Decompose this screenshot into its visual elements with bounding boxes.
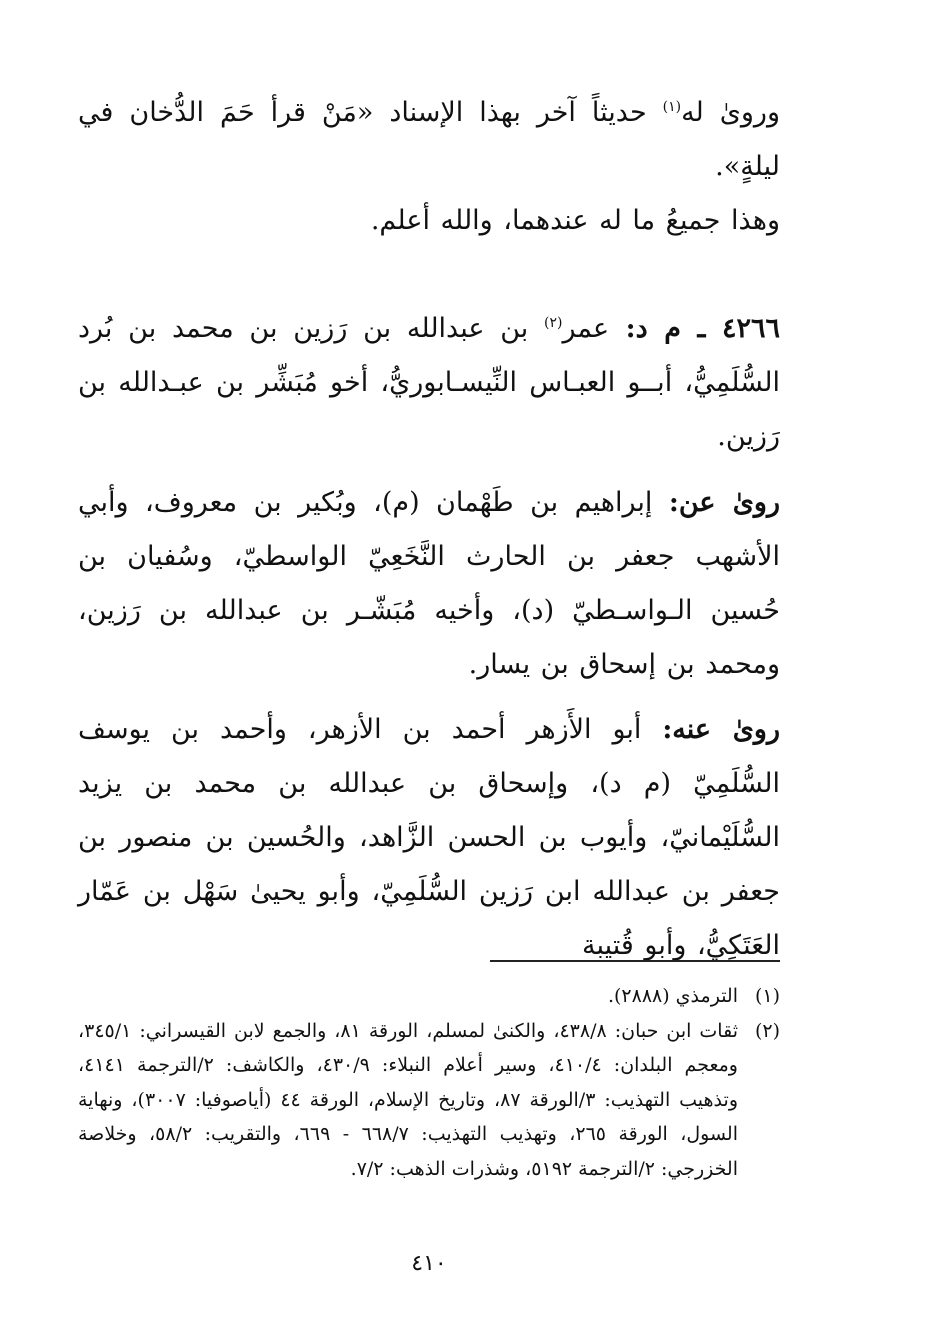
narrated-by-label: روىٰ عنه: <box>662 714 780 745</box>
entry-number: ٤٢٦٦ ـ م د: <box>609 313 780 344</box>
entry-heading <box>78 302 780 464</box>
footnote-number: (١) <box>754 985 780 1007</box>
paragraph-hadith <box>78 86 780 194</box>
footnote-ref-1[interactable]: (١) <box>662 99 682 115</box>
document-page <box>78 0 780 1344</box>
footnote-text: الترمذي (٢٨٨٨). <box>607 985 738 1007</box>
footnote-divider <box>490 960 780 962</box>
footnote-ref-2[interactable]: (٢) <box>544 315 563 331</box>
paragraph-closing <box>78 194 780 248</box>
paragraph-narrated-from <box>78 476 780 692</box>
paragraph-narrated-by <box>78 703 780 973</box>
footnotes-section <box>78 979 780 1186</box>
narrated-from-text: إبراهيم بن طَهْمان (م)، وبُكير بن معروف، وأبي الأشهب جعفر بن الحارث النَّخَعِيّ الواسطيّ، وسُفيان بن حُسين الـواسـطيّ (د)، وأخيه مُبَشّـر بن عبدالله بن رَزين، ومحمد بن إسحاق بن يسار. <box>78 487 780 680</box>
entry-name-continued: بن عبدالله بن رَزين بن محمد بن بُرد السُّلَمِيُّ، أبــو العبـاس النِّيسـابوريُّ، أخو مُبَشِّر بن عبـدالله بن رَزين. <box>78 313 780 452</box>
page-number: ٤١٠ <box>411 1251 447 1276</box>
entry-name: عمر <box>562 313 610 344</box>
narrated-by-text: أبو الأَزهر أحمد بن الأزهر، وأحمد بن يوسف السُّلَمِيّ (م د)، وإسحاق بن عبدالله بن محمد بن يزيد السُّلَيْمانيّ، وأيوب بن الحسن الزَّاهد، والحُسين بن منصور بن جعفر بن عبدالله ابن رَزين السُّلَمِيّ، وأبو يحيىٰ سَهْل بن عَمّار العَتَكِيُّ، وأبو قُتيبة <box>78 714 780 961</box>
footnote-text: ثقات ابن حبان: ٤٣٨/٨، والكنىٰ لمسلم، الورقة ٨١، والجمع لابن القيسراني: ٣٤٥/١، ومعجم البلدان: ٤١٠/٤، وسير أعلام النبلاء: ٤٣٠/٩، والكاشف: ٢/الترجمة ٤١٤١، وتذهيب التهذيب: ٣/الورقة ٨٧، وتاريخ الإسلام، الورقة ٤٤ (أياصوفيا: ٣٠٠٧)، ونهاية السول، الورقة ٢٦٥، وتهذيب التهذيب: ٦٦٨/٧ - ٦٦٩، والتقريب: ٥٨/٢، وخلاصة الخزرجي: ٢/الترجمة ٥١٩٢، وشذرات الذهب: ٧/٢. <box>78 1019 739 1180</box>
footnote-number: (٢) <box>754 1019 780 1042</box>
footnote-item-1 <box>78 979 780 1014</box>
footnote-item-2 <box>78 1014 780 1187</box>
paragraph-text-after: حديثاً آخر بهذا الإسناد «مَنْ قرأ حَمَ الدُّخان في ليلةٍ». <box>78 97 780 182</box>
paragraph-text-before: وروىٰ له <box>681 97 780 128</box>
paragraph-text: وهذا جميعُ ما له عندهما، والله أعلم. <box>370 205 780 236</box>
narrated-from-label: روىٰ عن: <box>668 487 780 518</box>
